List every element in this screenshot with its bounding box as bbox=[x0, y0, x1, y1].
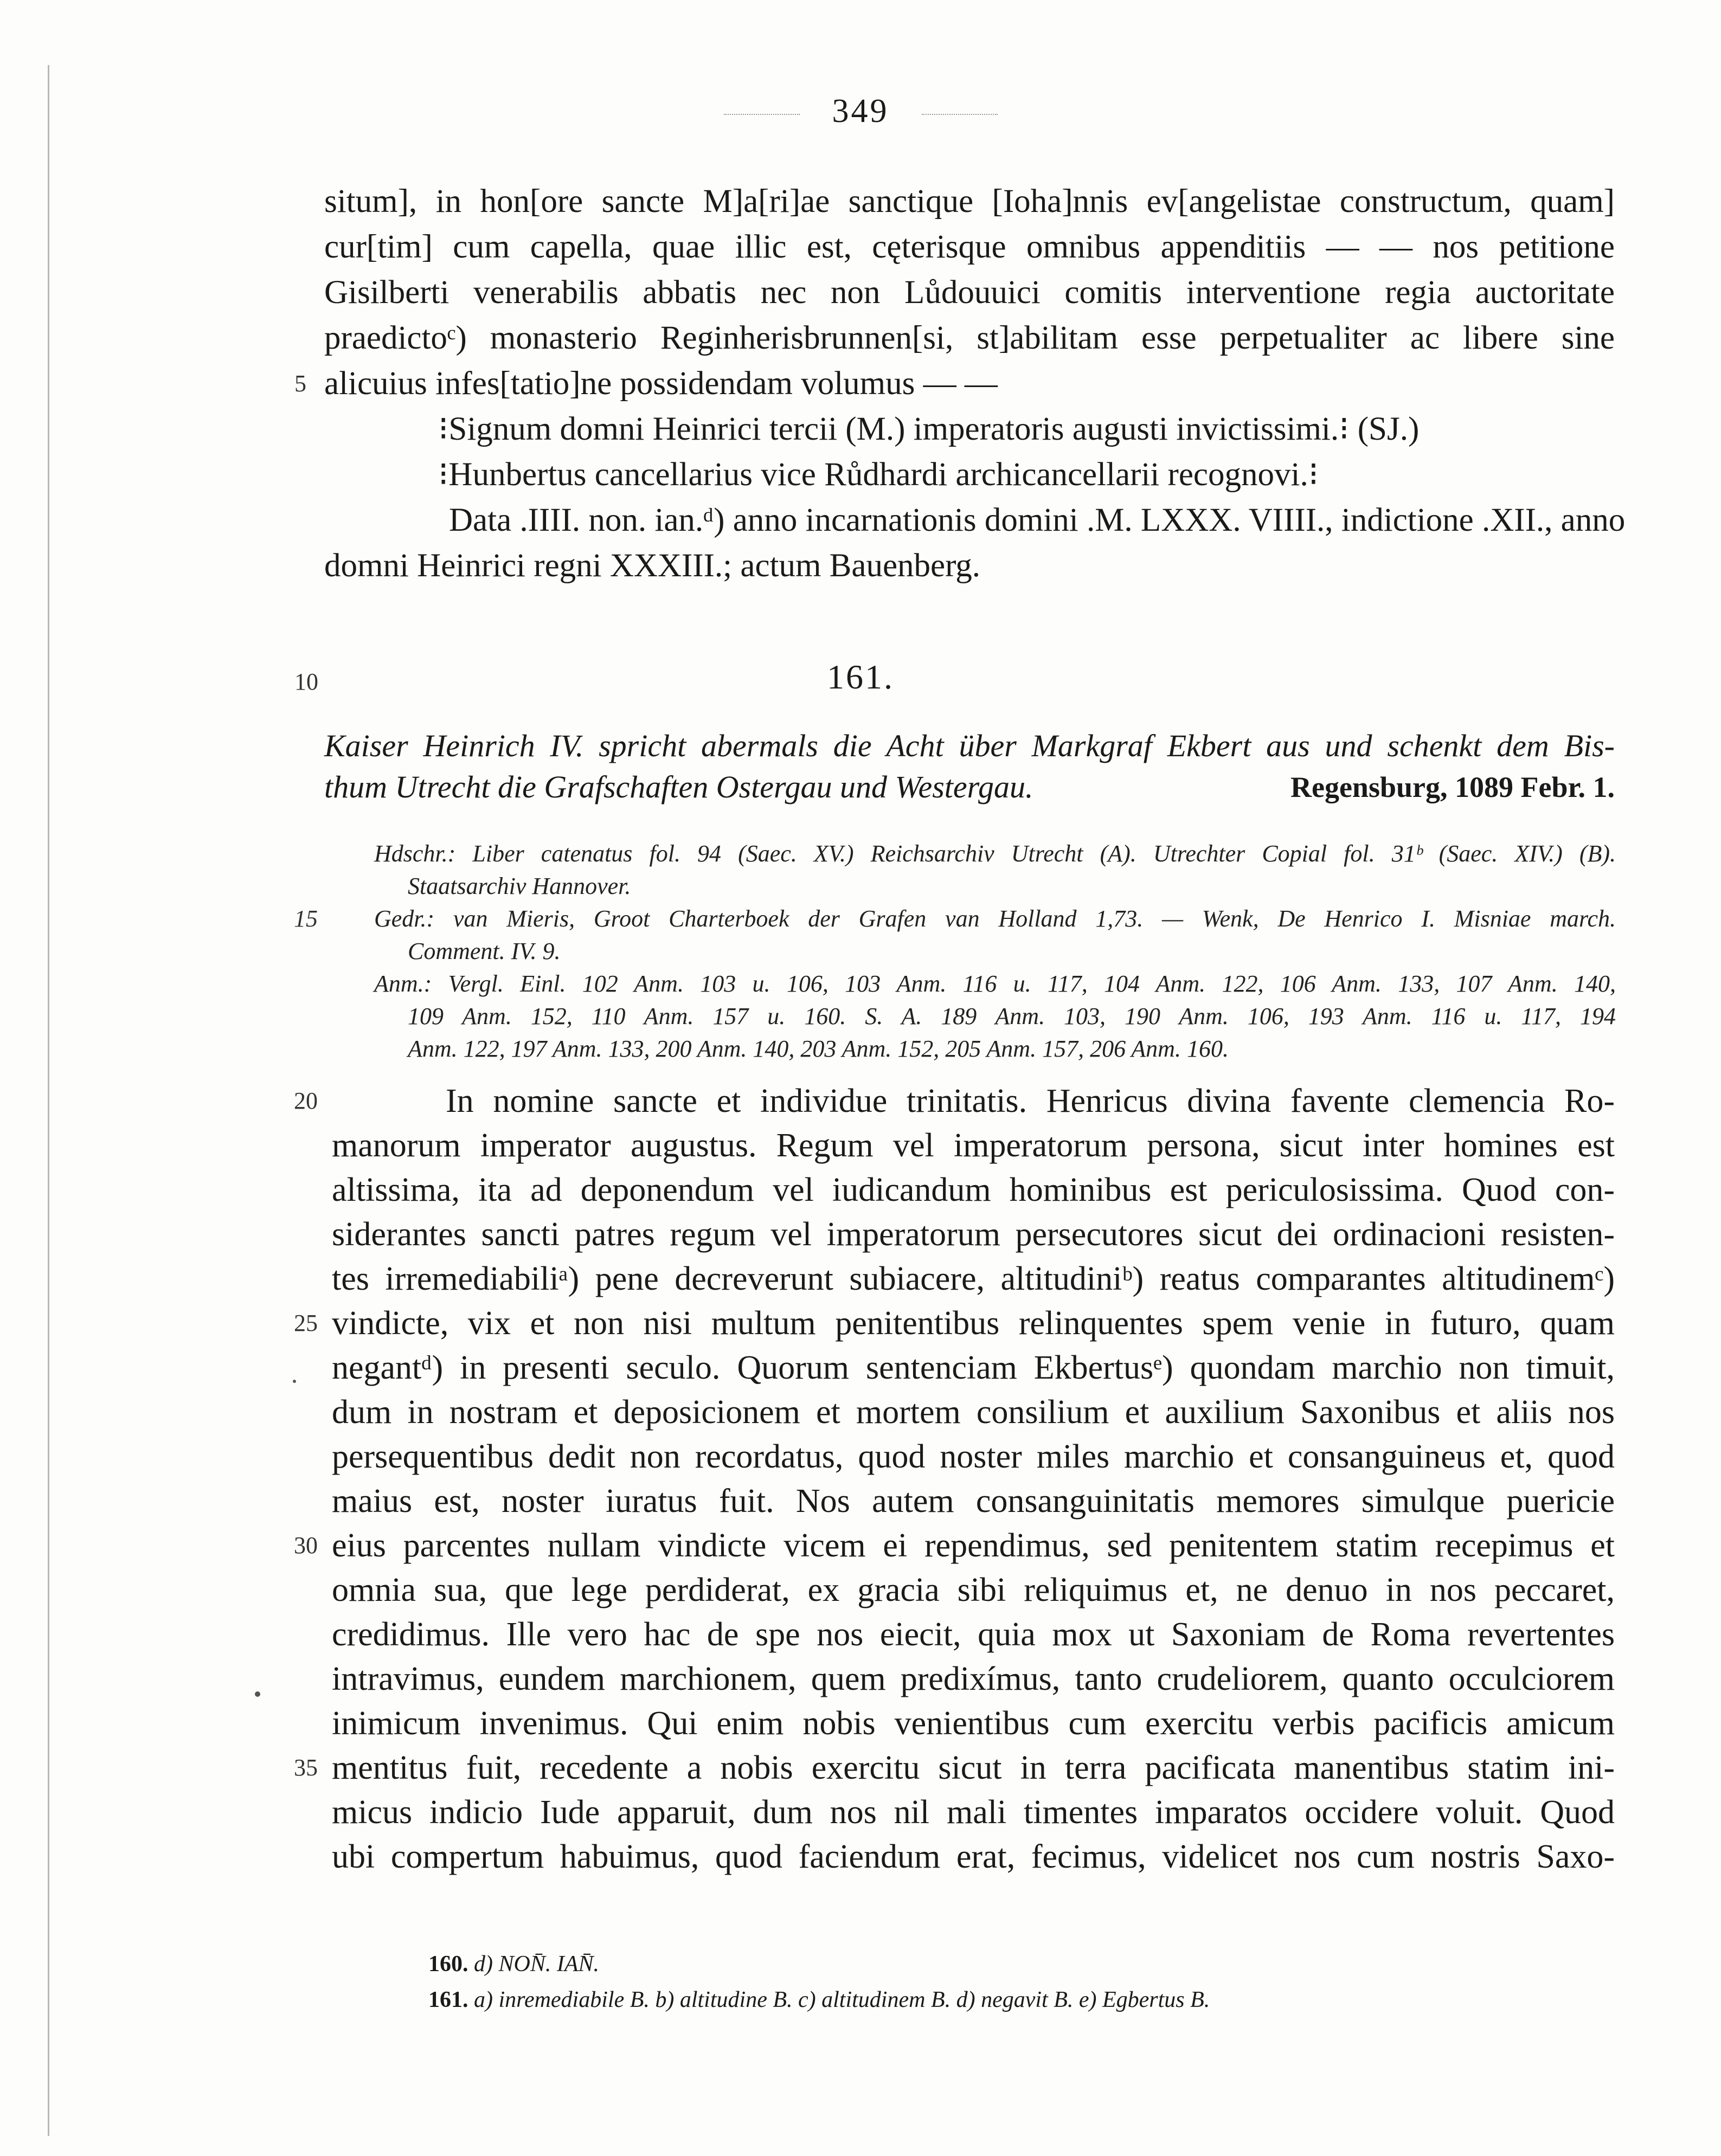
text-line: Gisilberti venerabilis abbatis nec non Lůdouuici comitis interventione regia auctoritate bbox=[324, 274, 1615, 311]
apparatus-line: 109 Anm. 152, 110 Anm. 157 u. 160. S. A. 189 Anm. 103, 190 Anm. 106, 193 Anm. 116 u. 117, 194 bbox=[408, 1003, 1616, 1029]
line-number: 30 bbox=[294, 1532, 318, 1559]
text-line: omnia sua, que lege perdiderat, ex gracia sibi reliquimus et, ne denuo in nos peccaret, bbox=[332, 1572, 1615, 1608]
signum-line: ⁝Signum domni Heinrici tercii (M.) imperatoris augusti invictissimi.⁝ (SJ.) bbox=[438, 411, 1420, 447]
apparatus-line: 15 Gedr.: van Mieris, Groot Charterboek der Grafen van Holland 1,73. — Wenk, De Henrico I. Misniae march. bbox=[374, 903, 1616, 935]
text-line: situm], in hon[ore sancte M]a[ri]ae sanctique [Ioha]nnis ev[angelistae constructum, quam] bbox=[324, 183, 1615, 220]
text-line: siderantes sancti patres regum vel imperatorum persecutores sicut dei ordinacioni resisten- bbox=[332, 1216, 1615, 1253]
regest-line bbox=[324, 767, 1615, 808]
regest-line: Kaiser Heinrich IV. spricht abermals die Acht über Markgraf Ekbert aus und schenkt dem Bis- bbox=[324, 728, 1615, 763]
footnote bbox=[428, 1982, 1616, 2018]
charter-text bbox=[294, 1079, 1615, 1879]
text-line: 20 In nomine sancte et individue trinitatis. Henricus divina favente clemencia Ro- bbox=[332, 1079, 1615, 1123]
text-line: ubi compertum habuimus, quod faciendum erat, fecimus, videlicet nos cum nostris Saxo- bbox=[332, 1838, 1615, 1875]
text-line: manorum imperator augustus. Regum vel imperatorum persona, sicut inter homines est bbox=[332, 1127, 1615, 1164]
footnote-text: d) NON̄. IAN̄. bbox=[474, 1952, 599, 1977]
dating-line: Data .IIII. non. ian.ᵈ) anno incarnationis domini .M. LXXX. VIIII., indictione .XII., anno bbox=[449, 502, 1626, 538]
line-number: 10 bbox=[294, 668, 318, 695]
text-line: inimicum invenimus. Qui enim nobis venientibus cum exercitu verbis pacificis amicum bbox=[332, 1705, 1615, 1742]
scan-speck bbox=[255, 1691, 260, 1697]
text-line: tes irremediabiliᵃ) pene decreverunt subiacere, altitudiniᵇ) reatus comparantes altitudinemᶜ) bbox=[332, 1260, 1615, 1297]
line-number: 5 bbox=[294, 370, 306, 397]
text-line: maius est, noster iuratus fuit. Nos autem consanguinitatis memores simulque puericie bbox=[332, 1483, 1615, 1520]
text-line: 35 mentitus fuit, recedente a nobis exercitu sicut in terra pacificata manentibus statim ini- bbox=[332, 1746, 1615, 1790]
previous-charter-ending bbox=[294, 179, 1626, 589]
footnotes bbox=[428, 1946, 1616, 2018]
text-line: micus indicio Iude apparuit, dum nos nil mali timentes imparatos occidere voluit. Quod bbox=[332, 1794, 1615, 1831]
regest-text: thum Utrecht die Grafschaften Ostergau und Westergau. bbox=[324, 769, 1033, 805]
recognition-line: ⁝Hunbertus cancellarius vice Růdhardi archicancellarii recognovi.⁝ bbox=[438, 456, 1319, 493]
scan-speck bbox=[293, 1380, 296, 1383]
page-number-text: 349 bbox=[832, 93, 889, 130]
footnote-ref: 160. bbox=[428, 1952, 468, 1977]
text-line: 25 vindicte, vix et non nisi multum penitentibus relinquentes spem venie in futuro, quam bbox=[332, 1301, 1615, 1346]
page-number-ornament-right bbox=[922, 114, 998, 115]
text-line: negantᵈ) in presenti seculo. Quorum sentenciam Ekbertusᵉ) quondam marchio non timuit, bbox=[332, 1349, 1615, 1386]
text-line: persequentibus dedit non recordatus, quod noster miles marchio et consanguineus et, quod bbox=[332, 1438, 1615, 1475]
apparatus-line: Anm. 122, 197 Anm. 133, 200 Anm. 140, 203 Anm. 152, 205 Anm. 157, 206 Anm. 160. bbox=[408, 1035, 1229, 1062]
footnote-ref: 161. bbox=[428, 1987, 468, 2012]
text-line: altissima, ita ad deponendum vel iudicandum hominibus est periculosissima. Quod con- bbox=[332, 1172, 1615, 1208]
text-line: praedictoᶜ) monasterio Reginherisbrunnen[si, st]abilitam esse perpetualiter ac libere sine bbox=[324, 320, 1615, 356]
page-number bbox=[0, 92, 1721, 131]
line-number: 20 bbox=[294, 1087, 318, 1114]
binding-edge bbox=[48, 65, 49, 2136]
page-number-ornament-left bbox=[724, 114, 800, 115]
text-line: 5 alicuius infes[tatio]ne possidendam volumus — — bbox=[324, 361, 1615, 407]
text-line: intravimus, eundem marchionem, quem predixímus, tanto crudeliorem, quanto occulciorem bbox=[332, 1661, 1615, 1697]
text-line: credidimus. Ille vero hac de spe nos eiecit, quia mox ut Saxoniam de Roma revertentes bbox=[332, 1616, 1615, 1653]
text-line: domni Heinrici regni XXXIII.; actum Bauenberg. bbox=[324, 548, 981, 584]
footnote bbox=[428, 1946, 1616, 1982]
apparatus-line: Anm.: Vergl. Einl. 102 Anm. 103 u. 106, 103 Anm. 116 u. 117, 104 Anm. 122, 106 Anm. 133, 107 Anm. 140, bbox=[374, 970, 1616, 997]
apparatus-line: Staatsarchiv Hannover. bbox=[408, 873, 631, 899]
line-number: 15 bbox=[294, 905, 318, 932]
text-line: cur[tim] cum capella, quae illic est, cęterisque omnibus appenditiis — — nos petitione bbox=[324, 229, 1615, 265]
place-date: Regensburg, 1089 Febr. 1. bbox=[1290, 771, 1615, 803]
text-line: 30 eius parcentes nullam vindicte vicem ei rependimus, sed penitentem statim recepimus et bbox=[332, 1523, 1615, 1568]
footnote-text: a) inremediabile B. b) altitudine B. c) altitudinem B. d) negavit B. e) Egbertus B. bbox=[474, 1987, 1210, 2012]
document-number: 161. bbox=[827, 658, 894, 696]
regest bbox=[324, 725, 1615, 808]
apparatus-line: Comment. IV. 9. bbox=[408, 938, 561, 964]
text-line: dum in nostram et deposicionem et mortem consilium et auxilium Saxonibus et aliis nos bbox=[332, 1394, 1615, 1431]
line-number: 25 bbox=[294, 1310, 318, 1336]
critical-apparatus bbox=[294, 838, 1616, 1065]
line-number: 35 bbox=[294, 1754, 318, 1781]
apparatus-line: Hdschr.: Liber catenatus fol. 94 (Saec. XV.) Reichsarchiv Utrecht (A). Utrechter Copial fol. 31ᵇ (Saec. XIV.) (B). bbox=[374, 840, 1616, 867]
